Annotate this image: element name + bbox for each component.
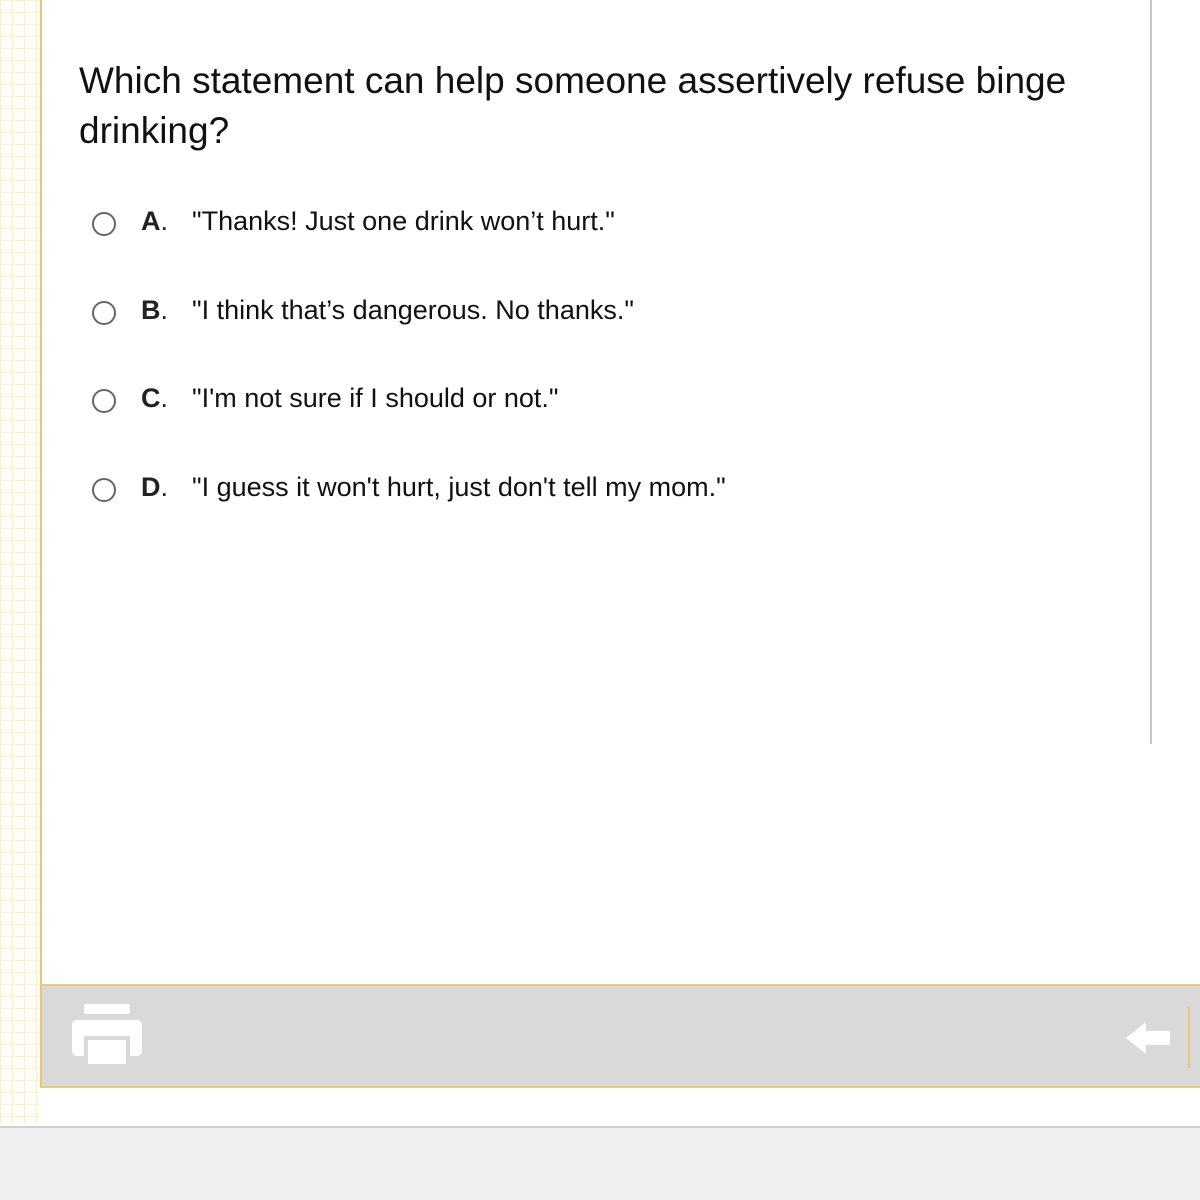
option-b[interactable]: [92, 287, 726, 376]
option-c[interactable]: [92, 375, 726, 464]
print-button[interactable]: [70, 1002, 144, 1066]
option-text: "I think that’s dangerous. No thanks.": [192, 294, 634, 325]
option-period: .: [160, 471, 169, 502]
content-divider: [1150, 0, 1152, 744]
option-letter: D: [141, 471, 161, 502]
radio-button-a[interactable]: [92, 212, 116, 236]
option-period: .: [160, 383, 169, 413]
back-button[interactable]: [1124, 1018, 1174, 1058]
radio-button-d[interactable]: [92, 478, 116, 502]
option-text: "I guess it won't hurt, just don't tell my mom.": [192, 471, 726, 502]
option-text: "Thanks! Just one drink won’t hurt.": [192, 206, 615, 236]
footer-toolbar: [40, 984, 1200, 1088]
arrow-left-icon: [1124, 1018, 1174, 1058]
option-d[interactable]: [92, 464, 726, 553]
option-letter: C: [141, 383, 161, 413]
footer-divider: [1188, 1006, 1190, 1068]
option-a[interactable]: [92, 198, 726, 287]
option-letter: B: [141, 294, 161, 325]
option-letter: A: [141, 206, 161, 236]
printer-icon: [70, 1002, 144, 1066]
option-period: .: [160, 294, 169, 325]
question-text: Which statement can help someone assertively refuse binge drinking?: [79, 60, 1067, 151]
radio-button-c[interactable]: [92, 389, 116, 413]
answer-options: [92, 198, 726, 552]
grid-background: [0, 0, 40, 1125]
bottom-bar: [0, 1126, 1200, 1200]
option-text: "I'm not sure if I should or not.": [192, 383, 559, 413]
option-period: .: [160, 206, 169, 236]
radio-button-b[interactable]: [92, 301, 116, 325]
